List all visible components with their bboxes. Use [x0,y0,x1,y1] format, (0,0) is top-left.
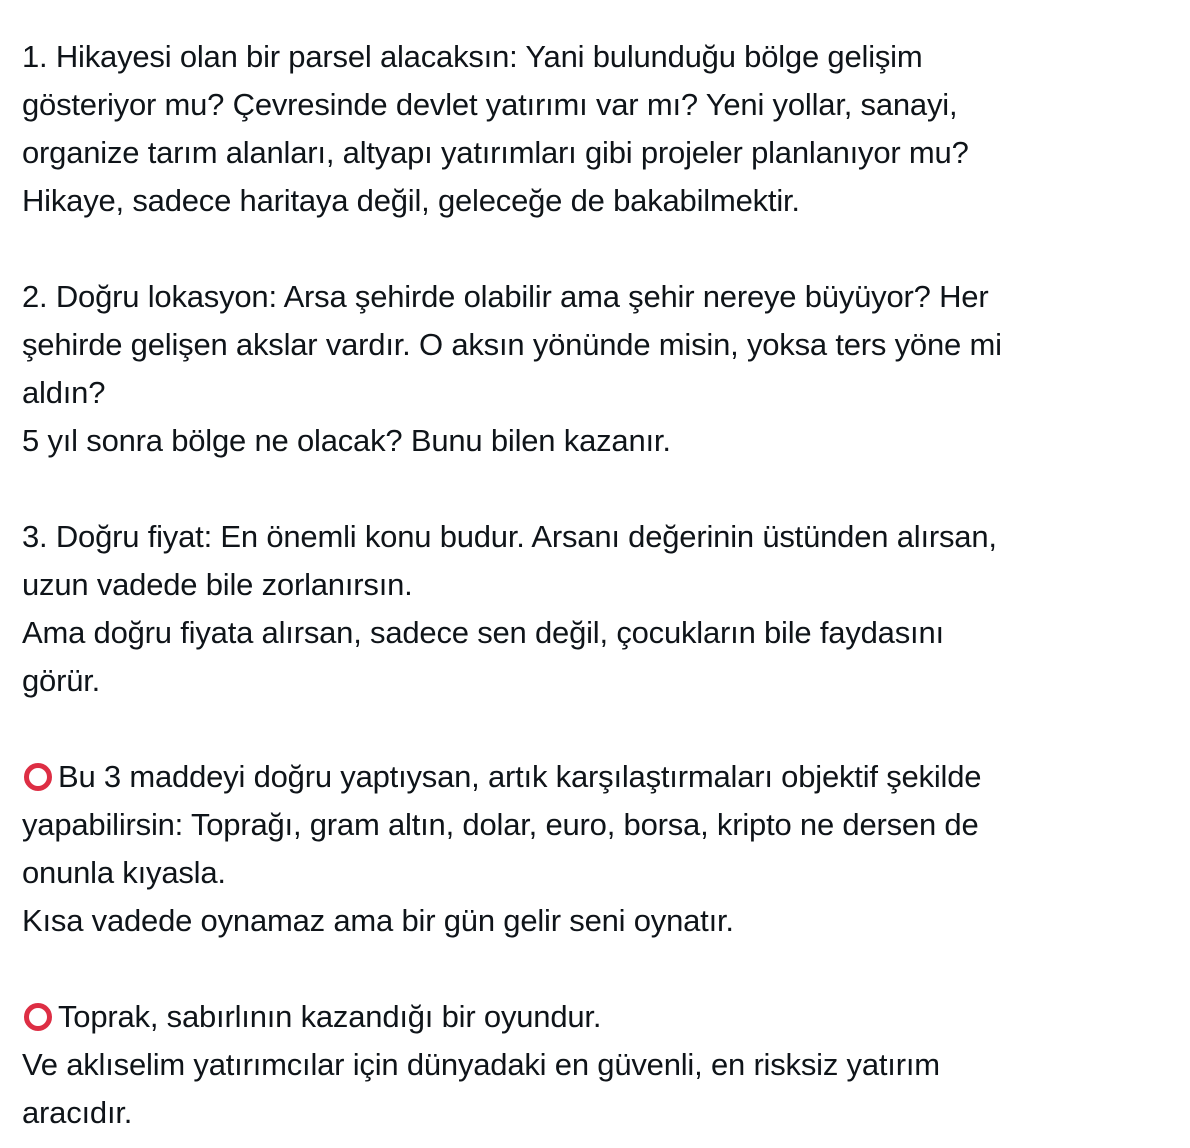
text-line: Kısa vadede oynamaz ama bir gün gelir seni oynatır. [22,903,734,938]
text-line: 3. Doğru fiyat: En önemli konu budur. Arsanı değerinin üstünden alırsan, [22,519,997,554]
paragraph-4 [22,753,1172,945]
text-line: Ama doğru fiyata alırsan, sadece sen değil, çocukların bile faydasını [22,615,944,650]
text-line: 1. Hikayesi olan bir parsel alacaksın: Yani bulunduğu bölge gelişim [22,39,923,74]
text-line: aracıdır. [22,1095,133,1130]
text-line: Ve aklıselim yatırımcılar için dünyadaki en güvenli, en risksiz yatırım [22,1047,940,1082]
text-line: 2. Doğru lokasyon: Arsa şehirde olabilir ama şehir nereye büyüyor? Her [22,279,989,314]
paragraph-2 [22,273,1172,465]
paragraph-spacer [22,945,1172,993]
paragraph-1 [22,33,1172,225]
text-line: gösteriyor mu? Çevresinde devlet yatırımı var mı? Yeni yollar, sanayi, [22,87,958,122]
hollow-red-circle-icon [24,763,52,791]
text-line: Hikaye, sadece haritaya değil, geleceğe de bakabilmektir. [22,183,800,218]
text-line: şehirde gelişen akslar vardır. O aksın yönünde misin, yoksa ters yöne mi [22,327,1002,362]
text-line-with-icon [22,753,1172,801]
text-line: onunla kıyasla. [22,855,226,890]
paragraph-spacer [22,705,1172,753]
paragraph-spacer [22,465,1172,513]
text-line: uzun vadede bile zorlanırsın. [22,567,413,602]
paragraph-spacer [22,225,1172,273]
text-line: 5 yıl sonra bölge ne olacak? Bunu bilen kazanır. [22,423,671,458]
text-line: aldın? [22,375,106,410]
text-line: Toprak, sabırlının kazandığı bir oyundur. [58,999,602,1034]
paragraph-3 [22,513,1172,705]
post-text [22,33,1172,1137]
text-line: organize tarım alanları, altyapı yatırımları gibi projeler planlanıyor mu? [22,135,969,170]
text-line: görür. [22,663,101,698]
paragraph-5 [22,993,1172,1137]
text-line: Bu 3 maddeyi doğru yaptıysan, artık karşılaştırmaları objektif şekilde [58,759,982,794]
text-line-with-icon [22,993,1172,1041]
text-line: yapabilirsin: Toprağı, gram altın, dolar, euro, borsa, kripto ne dersen de [22,807,979,842]
hollow-red-circle-icon [24,1003,52,1031]
